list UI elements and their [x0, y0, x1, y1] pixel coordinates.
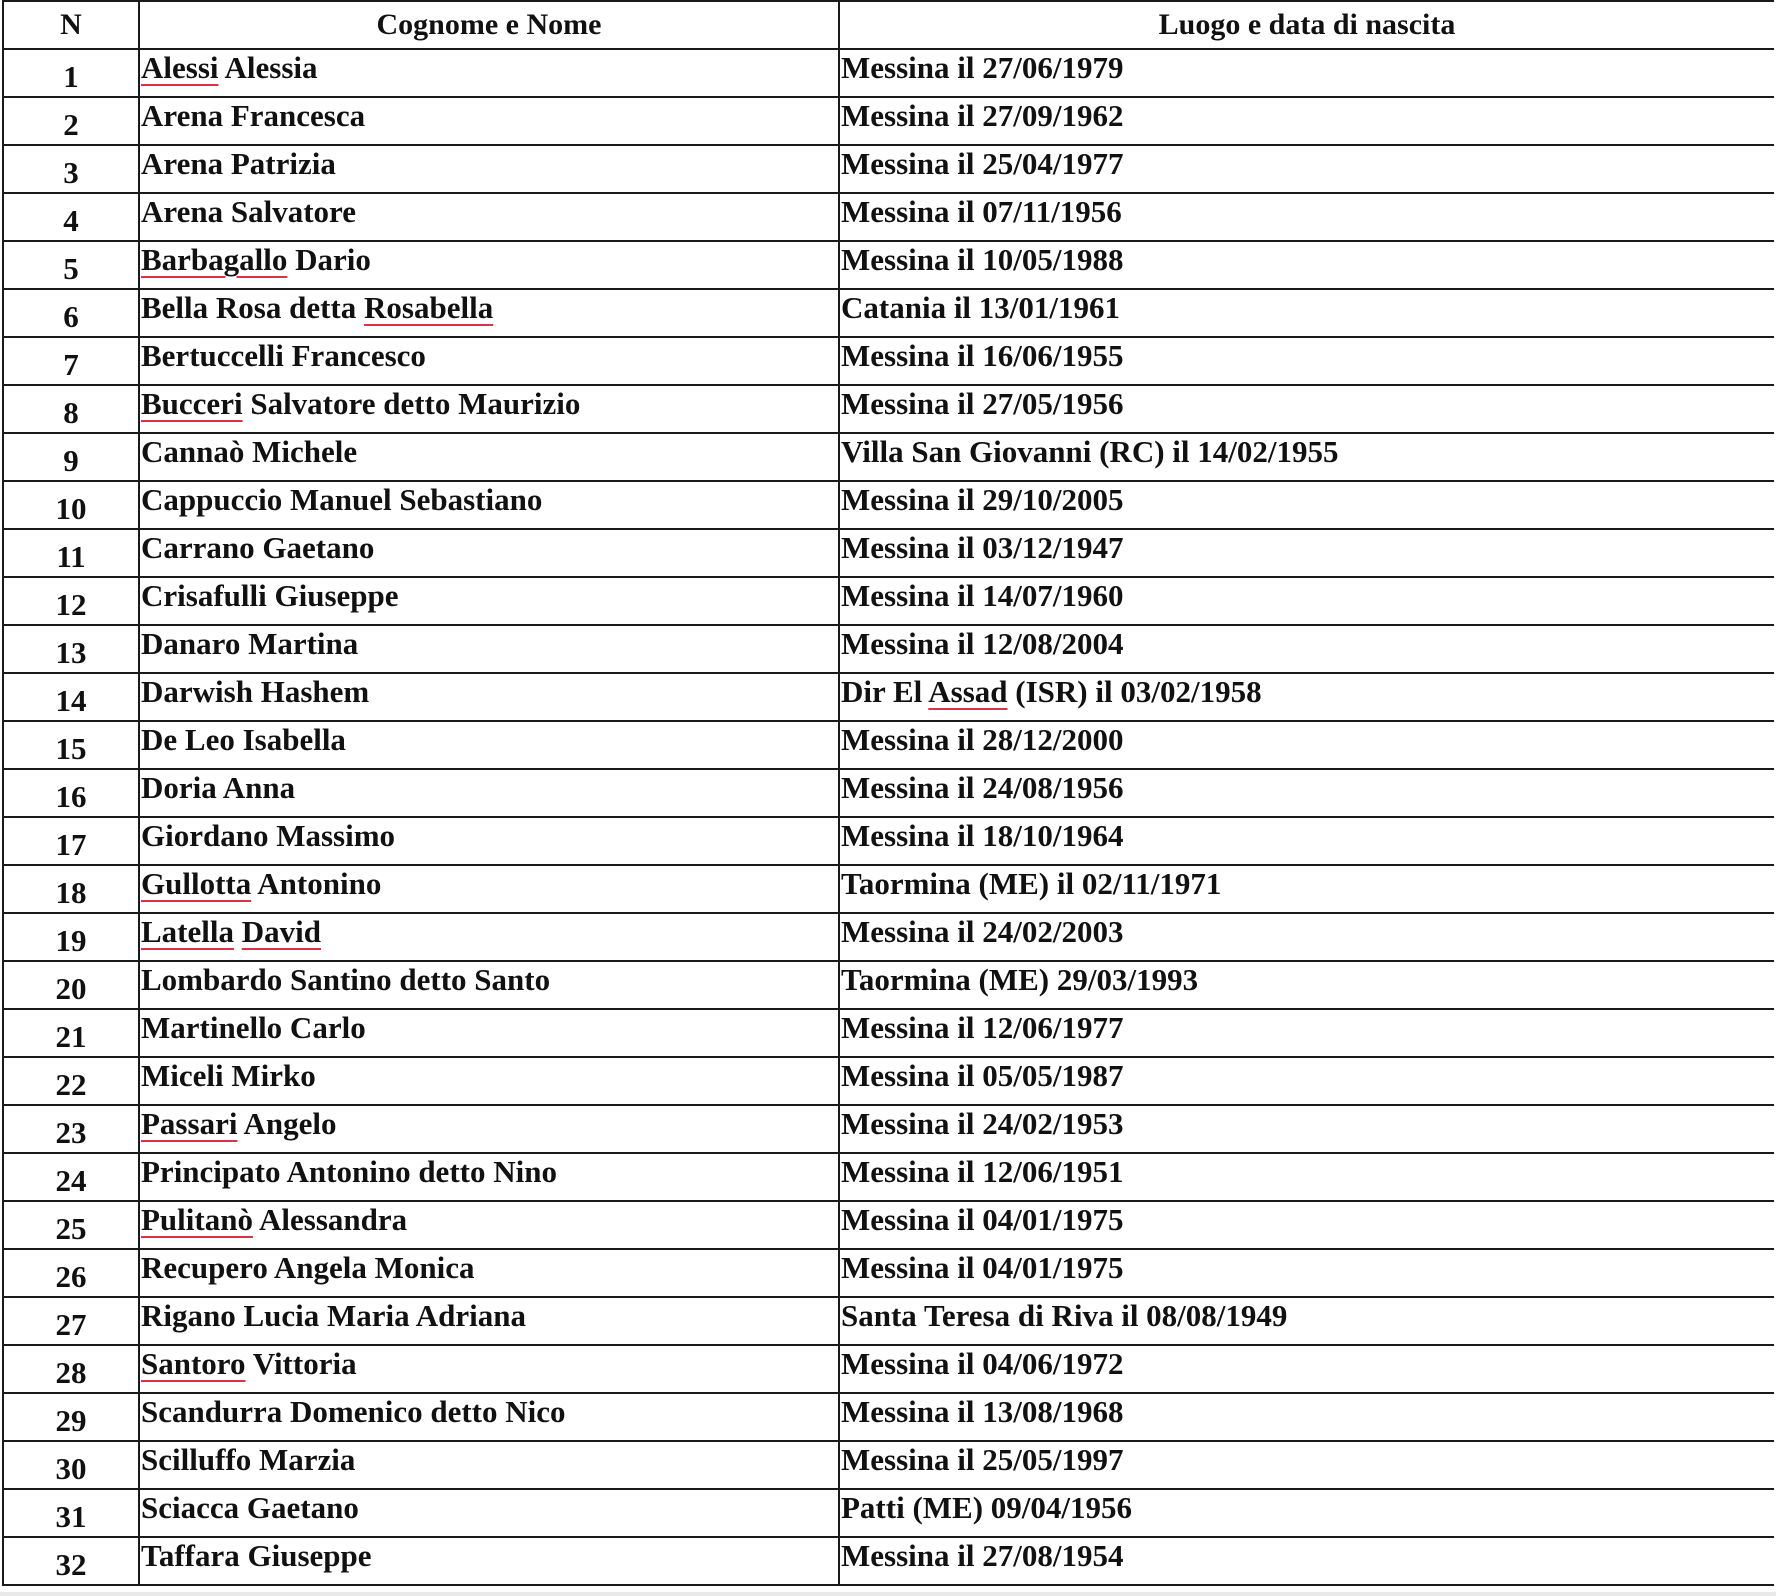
row-birth-place-date	[839, 433, 1774, 481]
row-full-name	[139, 577, 839, 625]
cell-text: Arena Salvatore	[141, 194, 356, 229]
header-name: Cognome e Nome	[139, 1, 839, 49]
cell-text: Catania il 13/01/1961	[841, 290, 1121, 325]
cell-text: Angelo	[237, 1106, 337, 1141]
row-full-name	[139, 865, 839, 913]
row-birth-place-date	[839, 241, 1774, 289]
row-birth-place-date	[839, 769, 1774, 817]
table-row	[3, 1009, 1774, 1057]
table-row	[3, 577, 1774, 625]
row-number: 16	[3, 769, 139, 817]
table-row	[3, 1153, 1774, 1201]
row-full-name	[139, 1201, 839, 1249]
header-row	[3, 1, 1774, 49]
spellcheck-flagged-word: Barbagallo	[141, 242, 288, 277]
row-full-name	[139, 1057, 839, 1105]
cell-text: Messina il 05/05/1987	[841, 1058, 1124, 1093]
cell-text: Doria Anna	[141, 770, 296, 805]
table-row	[3, 529, 1774, 577]
row-birth-place-date	[839, 1057, 1774, 1105]
row-birth-place-date	[839, 577, 1774, 625]
row-full-name	[139, 145, 839, 193]
cell-text: Santa Teresa di Riva il 08/08/1949	[841, 1298, 1288, 1333]
table-row	[3, 721, 1774, 769]
spellcheck-flagged-word: Pulitanò	[141, 1202, 253, 1237]
spellcheck-flagged-word: Rosabella	[364, 290, 494, 325]
spellcheck-flagged-word: David	[241, 914, 321, 949]
cell-text: Messina il 27/06/1979	[841, 50, 1124, 85]
row-number: 18	[3, 865, 139, 913]
row-full-name	[139, 817, 839, 865]
table-row	[3, 769, 1774, 817]
row-full-name	[139, 913, 839, 961]
row-full-name	[139, 385, 839, 433]
table-row	[3, 817, 1774, 865]
row-full-name	[139, 529, 839, 577]
table-row	[3, 481, 1774, 529]
row-full-name	[139, 433, 839, 481]
spellcheck-flagged-word: Passari	[141, 1106, 238, 1141]
row-full-name	[139, 1153, 839, 1201]
row-birth-place-date	[839, 817, 1774, 865]
row-number: 25	[3, 1201, 139, 1249]
cell-text: Messina il 24/02/1953	[841, 1106, 1124, 1141]
cell-text: Messina il 28/12/2000	[841, 722, 1124, 757]
row-birth-place-date	[839, 1105, 1774, 1153]
row-full-name	[139, 49, 839, 97]
cell-text: Messina il 27/05/1956	[841, 386, 1124, 421]
row-birth-place-date	[839, 1201, 1774, 1249]
table-row	[3, 1057, 1774, 1105]
cell-text: Messina il 14/07/1960	[841, 578, 1124, 613]
cell-text: Messina il 12/08/2004	[841, 626, 1124, 661]
row-full-name	[139, 1489, 839, 1537]
cell-text: Messina il 12/06/1977	[841, 1010, 1124, 1045]
row-number: 20	[3, 961, 139, 1009]
row-full-name	[139, 241, 839, 289]
row-number: 7	[3, 337, 139, 385]
cell-text: Dir El	[841, 674, 929, 709]
cell-text: Carrano Gaetano	[141, 530, 375, 565]
row-birth-place-date	[839, 385, 1774, 433]
row-birth-place-date	[839, 1489, 1774, 1537]
cell-text: Messina il 29/10/2005	[841, 482, 1124, 517]
row-birth-place-date	[839, 97, 1774, 145]
row-birth-place-date	[839, 673, 1774, 721]
cell-text: Messina il 24/02/2003	[841, 914, 1124, 949]
table-row	[3, 97, 1774, 145]
cell-text: Vittoria	[245, 1346, 357, 1381]
row-full-name	[139, 1297, 839, 1345]
row-number: 27	[3, 1297, 139, 1345]
table-row	[3, 337, 1774, 385]
cell-text: Dario	[287, 242, 371, 277]
row-number: 30	[3, 1441, 139, 1489]
row-full-name	[139, 1537, 839, 1585]
row-number: 23	[3, 1105, 139, 1153]
row-number: 14	[3, 673, 139, 721]
cell-text: Recupero Angela Monica	[141, 1250, 475, 1285]
cell-text: Darwish Hashem	[141, 674, 370, 709]
cell-text: Miceli Mirko	[141, 1058, 316, 1093]
row-number: 10	[3, 481, 139, 529]
row-birth-place-date	[839, 289, 1774, 337]
row-number: 17	[3, 817, 139, 865]
cell-text: Cappuccio Manuel Sebastiano	[141, 482, 543, 517]
spellcheck-flagged-word: Latella	[141, 914, 234, 949]
row-number: 12	[3, 577, 139, 625]
cell-text: Giordano Massimo	[141, 818, 396, 853]
row-birth-place-date	[839, 1537, 1774, 1585]
cell-text: Messina il 04/01/1975	[841, 1250, 1124, 1285]
row-number: 19	[3, 913, 139, 961]
cell-text: Taormina (ME) 29/03/1993	[841, 962, 1199, 997]
document-table-container	[2, 0, 1774, 1592]
cell-text: Salvatore detto Maurizio	[242, 386, 581, 421]
row-number: 9	[3, 433, 139, 481]
row-number: 2	[3, 97, 139, 145]
row-birth-place-date	[839, 1441, 1774, 1489]
horizontal-scrollbar[interactable]	[0, 1592, 1776, 1596]
row-birth-place-date	[839, 625, 1774, 673]
cell-text: Alessandra	[252, 1202, 408, 1237]
cell-text: Messina il 10/05/1988	[841, 242, 1124, 277]
row-birth-place-date	[839, 961, 1774, 1009]
row-birth-place-date	[839, 1393, 1774, 1441]
row-number: 21	[3, 1009, 139, 1057]
row-birth-place-date	[839, 193, 1774, 241]
table-row	[3, 1345, 1774, 1393]
table-row	[3, 865, 1774, 913]
table-row	[3, 625, 1774, 673]
row-birth-place-date	[839, 913, 1774, 961]
row-number: 29	[3, 1393, 139, 1441]
cell-text: Messina il 12/06/1951	[841, 1154, 1124, 1189]
cell-text: Crisafulli Giuseppe	[141, 578, 399, 613]
row-number: 11	[3, 529, 139, 577]
cell-text: Messina il 03/12/1947	[841, 530, 1124, 565]
row-full-name	[139, 193, 839, 241]
row-full-name	[139, 1441, 839, 1489]
row-number: 6	[3, 289, 139, 337]
cell-text: Cannaò Michele	[141, 434, 358, 469]
cell-text: Messina il 16/06/1955	[841, 338, 1124, 373]
cell-text: Scandurra Domenico detto Nico	[141, 1394, 566, 1429]
table-row	[3, 193, 1774, 241]
people-table	[2, 0, 1774, 1586]
row-number: 26	[3, 1249, 139, 1297]
spellcheck-flagged-word: Alessi	[141, 50, 219, 85]
cell-text: Messina il 27/08/1954	[841, 1538, 1124, 1573]
table-row	[3, 961, 1774, 1009]
cell-text: Arena Patrizia	[141, 146, 336, 181]
row-full-name	[139, 289, 839, 337]
row-birth-place-date	[839, 865, 1774, 913]
row-full-name	[139, 961, 839, 1009]
row-number: 5	[3, 241, 139, 289]
cell-text: Taormina (ME) il 02/11/1971	[841, 866, 1222, 901]
row-full-name	[139, 1105, 839, 1153]
row-birth-place-date	[839, 481, 1774, 529]
table-row	[3, 1201, 1774, 1249]
cell-text: Villa San Giovanni (RC) il 14/02/1955	[841, 434, 1339, 469]
cell-text: Principato Antonino detto Nino	[141, 1154, 557, 1189]
cell-text: Messina il 04/06/1972	[841, 1346, 1124, 1381]
row-birth-place-date	[839, 529, 1774, 577]
row-birth-place-date	[839, 1297, 1774, 1345]
table-row	[3, 913, 1774, 961]
table-row	[3, 289, 1774, 337]
cell-text: Martinello Carlo	[141, 1010, 366, 1045]
row-number: 4	[3, 193, 139, 241]
table-row	[3, 1297, 1774, 1345]
cell-text: Antonino	[251, 866, 382, 901]
spellcheck-flagged-word: Assad	[928, 674, 1008, 709]
row-full-name	[139, 721, 839, 769]
header-number: N	[3, 1, 139, 49]
row-birth-place-date	[839, 49, 1774, 97]
cell-text: Alessia	[218, 50, 318, 85]
cell-text: Taffara Giuseppe	[141, 1538, 372, 1573]
row-number: 13	[3, 625, 139, 673]
cell-text: Messina il 27/09/1962	[841, 98, 1124, 133]
cell-text: Messina il 13/08/1968	[841, 1394, 1124, 1429]
row-full-name	[139, 673, 839, 721]
cell-text: Danaro Martina	[141, 626, 359, 661]
row-full-name	[139, 625, 839, 673]
row-full-name	[139, 1249, 839, 1297]
row-birth-place-date	[839, 1249, 1774, 1297]
cell-text: Bella Rosa detta	[141, 290, 365, 325]
row-birth-place-date	[839, 337, 1774, 385]
row-birth-place-date	[839, 1345, 1774, 1393]
cell-text: Messina il 24/08/1956	[841, 770, 1124, 805]
cell-text: Messina il 07/11/1956	[841, 194, 1122, 229]
row-full-name	[139, 769, 839, 817]
row-number: 22	[3, 1057, 139, 1105]
table-row	[3, 145, 1774, 193]
table-header	[3, 1, 1774, 49]
row-full-name	[139, 1009, 839, 1057]
row-number: 24	[3, 1153, 139, 1201]
cell-text: Patti (ME) 09/04/1956	[841, 1490, 1133, 1525]
row-number: 8	[3, 385, 139, 433]
spellcheck-flagged-word: Santoro	[141, 1346, 246, 1381]
row-birth-place-date	[839, 1153, 1774, 1201]
row-birth-place-date	[839, 721, 1774, 769]
row-full-name	[139, 337, 839, 385]
cell-text: Messina il 04/01/1975	[841, 1202, 1124, 1237]
cell-text: Messina il 25/04/1977	[841, 146, 1124, 181]
cell-text: Messina il 18/10/1964	[841, 818, 1124, 853]
table-row	[3, 433, 1774, 481]
cell-text	[234, 914, 242, 949]
row-full-name	[139, 481, 839, 529]
table-row	[3, 1489, 1774, 1537]
cell-text: Arena Francesca	[141, 98, 366, 133]
cell-text: De Leo Isabella	[141, 722, 346, 757]
cell-text: (ISR) il 03/02/1958	[1007, 674, 1262, 709]
spellcheck-flagged-word: Gullotta	[141, 866, 252, 901]
row-full-name	[139, 1393, 839, 1441]
table-row	[3, 1105, 1774, 1153]
table-row	[3, 1393, 1774, 1441]
cell-text: Scilluffo Marzia	[141, 1442, 356, 1477]
row-number: 28	[3, 1345, 139, 1393]
cell-text: Lombardo Santino detto Santo	[141, 962, 551, 997]
table-row	[3, 385, 1774, 433]
table-row	[3, 241, 1774, 289]
row-number: 3	[3, 145, 139, 193]
table-row	[3, 673, 1774, 721]
table-row	[3, 1441, 1774, 1489]
row-birth-place-date	[839, 145, 1774, 193]
table-body	[3, 49, 1774, 1585]
header-birth-place-date: Luogo e data di nascita	[839, 1, 1774, 49]
cell-text: Rigano Lucia Maria Adriana	[141, 1298, 526, 1333]
cell-text: Sciacca Gaetano	[141, 1490, 359, 1525]
table-row	[3, 1537, 1774, 1585]
spellcheck-flagged-word: Bucceri	[141, 386, 243, 421]
row-number: 32	[3, 1537, 139, 1585]
row-birth-place-date	[839, 1009, 1774, 1057]
row-number: 15	[3, 721, 139, 769]
row-full-name	[139, 1345, 839, 1393]
row-number: 31	[3, 1489, 139, 1537]
row-full-name	[139, 97, 839, 145]
row-number: 1	[3, 49, 139, 97]
table-row	[3, 1249, 1774, 1297]
cell-text: Messina il 25/05/1997	[841, 1442, 1124, 1477]
cell-text: Bertuccelli Francesco	[141, 338, 426, 373]
table-row	[3, 49, 1774, 97]
